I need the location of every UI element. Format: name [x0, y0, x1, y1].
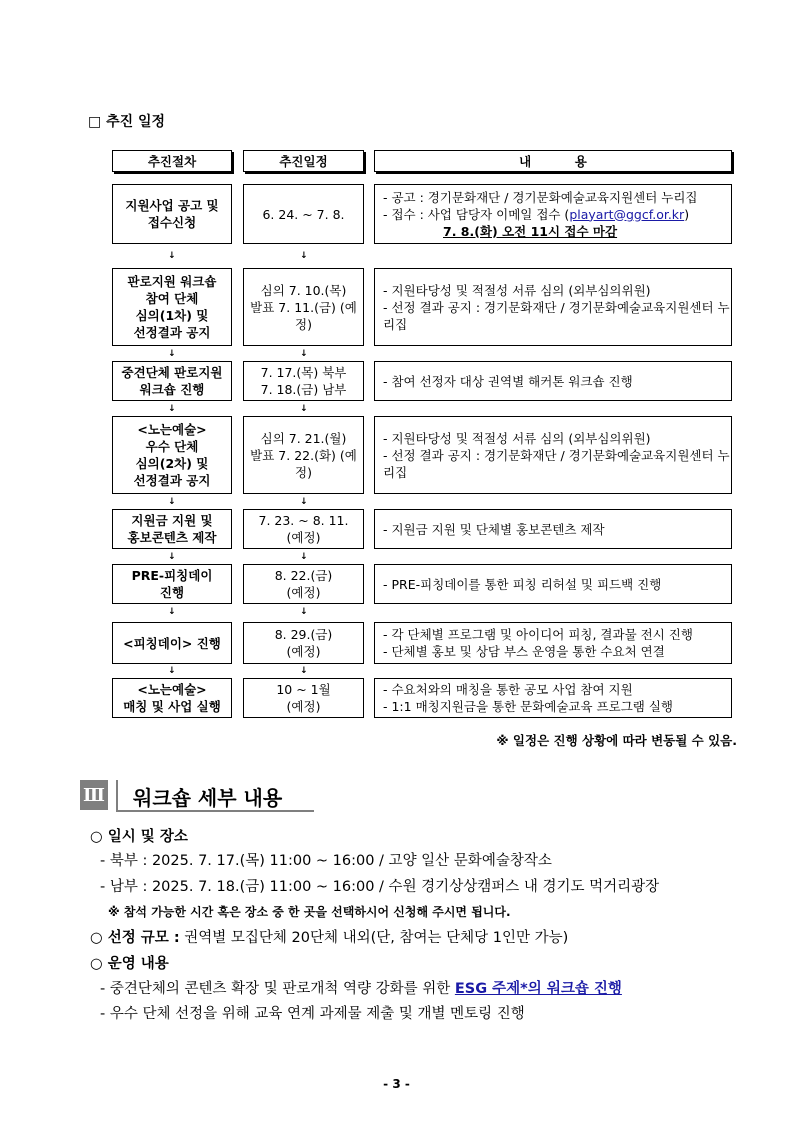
north-line: - 북부 : 2025. 7. 17.(목) 11:00 ~ 16:00 / 고양 일산 문화예술창작소: [100, 853, 552, 869]
section-divider: [116, 780, 118, 810]
date-4: 심의 7. 21.(월) 발표 7. 22.(화) (예정): [243, 416, 364, 494]
content-2: - 지원타당성 및 적절성 서류 심의 (외부심의위원) - 선정 결과 공지 : 경기문화재단 / 경기문화예술교육지원센터 누리집: [374, 268, 732, 346]
item-operation: ○ 운영 내용: [90, 956, 169, 972]
schedule-heading: □ 추진 일정: [88, 114, 166, 130]
date-2: 심의 7. 10.(목) 발표 7. 11.(금) (예정): [243, 268, 364, 346]
arrow-down-icon: ↓: [168, 251, 176, 261]
date-5: 7. 23. ~ 8. 11. (예정): [243, 509, 364, 549]
arrow-down-icon: ↓: [300, 497, 308, 507]
date-1: 6. 24. ~ 7. 8.: [243, 184, 364, 244]
content-4: - 지원타당성 및 적절성 서류 심의 (외부심의위원) - 선정 결과 공지 : 경기문화재단 / 경기문화예술교육지원센터 누리집: [374, 416, 732, 494]
item-schedule-place: ○ 일시 및 장소: [90, 829, 188, 845]
step-1: 지원사업 공고 및 접수신청: [112, 184, 232, 244]
arrow-down-icon: ↓: [300, 251, 308, 261]
esg-workshop-link[interactable]: ESG 주제*의 워크숍 진행: [454, 981, 622, 997]
page-number: - 3 -: [383, 1077, 410, 1091]
content-8: - 수요처와의 매칭을 통한 공모 사업 참여 지원 - 1:1 매칭지원금을 통한 문화예술교육 프로그램 실행: [374, 678, 732, 718]
arrow-down-icon: ↓: [300, 607, 308, 617]
section-underline: [116, 810, 314, 812]
arrow-down-icon: ↓: [168, 349, 176, 359]
email-link[interactable]: playart@ggcf.or.kr: [569, 206, 685, 222]
deadline-emphasis: 7. 8.(화) 오전 11시 접수 마감: [443, 223, 618, 239]
step-5: 지원금 지원 및 홍보콘텐츠 제작: [112, 509, 232, 549]
content-6: - PRE-피칭데이를 통한 피칭 리허설 및 피드백 진행: [374, 564, 732, 604]
attendance-note: ※ 참석 가능한 시간 혹은 장소 중 한 곳을 선택하시어 신청해 주시면 됩니다.: [108, 905, 511, 919]
step-2: 판로지원 워크숍 참여 단체 심의(1차) 및 선정결과 공지: [112, 268, 232, 346]
date-3: 7. 17.(목) 북부 7. 18.(금) 남부: [243, 361, 364, 401]
arrow-down-icon: ↓: [168, 552, 176, 562]
date-8: 10 ~ 1월 (예정): [243, 678, 364, 718]
schedule-note: ※ 일정은 진행 상황에 따라 변동될 수 있음.: [496, 733, 737, 748]
header-content: 내 용: [374, 150, 732, 172]
operation-line-1: - 중견단체의 콘텐츠 확장 및 판로개척 역량 강화를 위한 ESG 주제*의 워크숍 진행: [100, 981, 622, 997]
step-3: 중견단체 판로지원 워크숍 진행: [112, 361, 232, 401]
header-date: 추진일정: [243, 150, 364, 172]
arrow-down-icon: ↓: [168, 607, 176, 617]
date-7: 8. 29.(금) (예정): [243, 622, 364, 664]
content-7: - 각 단체별 프로그램 및 아이디어 피칭, 결과물 전시 진행 - 단체별 홍보 및 상담 부스 운영을 통한 수요처 연결: [374, 622, 732, 664]
content-1: - 공고 : 경기문화재단 / 경기문화예술교육지원센터 누리집 - 접수 : 사업 담당자 이메일 접수 (playart@ggcf.or.kr) 7. 8.(화) 오전 11시 접수 마감: [374, 184, 732, 244]
header-step: 추진절차: [112, 150, 232, 172]
section-numeral: Ⅲ: [80, 780, 108, 810]
arrow-down-icon: ↓: [168, 404, 176, 414]
step-8: <노는예술> 매칭 및 사업 실행: [112, 678, 232, 718]
content-3: - 참여 선정자 대상 권역별 해커톤 워크숍 진행: [374, 361, 732, 401]
operation-line-2: - 우수 단체 선정을 위해 교육 연계 과제물 제출 및 개별 멘토링 진행: [100, 1006, 525, 1022]
item-selection-size: ○ 선정 규모 : 권역별 모집단체 20단체 내외(단, 참여는 단체당 1인만 가능): [90, 930, 569, 946]
arrow-down-icon: ↓: [300, 552, 308, 562]
date-6: 8. 22.(금) (예정): [243, 564, 364, 604]
arrow-down-icon: ↓: [300, 404, 308, 414]
arrow-down-icon: ↓: [300, 666, 308, 676]
step-6: PRE-피칭데이 진행: [112, 564, 232, 604]
arrow-down-icon: ↓: [168, 497, 176, 507]
section-title: 워크숍 세부 내용: [133, 786, 283, 810]
south-line: - 남부 : 2025. 7. 18.(금) 11:00 ~ 16:00 / 수원 경기상상캠퍼스 내 경기도 먹거리광장: [100, 879, 660, 895]
content-5: - 지원금 지원 및 단체별 홍보콘텐츠 제작: [374, 509, 732, 549]
step-7: <피칭데이> 진행: [112, 622, 232, 664]
step-4: <노는예술> 우수 단체 심의(2차) 및 선정결과 공지: [112, 416, 232, 494]
arrow-down-icon: ↓: [168, 666, 176, 676]
arrow-down-icon: ↓: [300, 349, 308, 359]
